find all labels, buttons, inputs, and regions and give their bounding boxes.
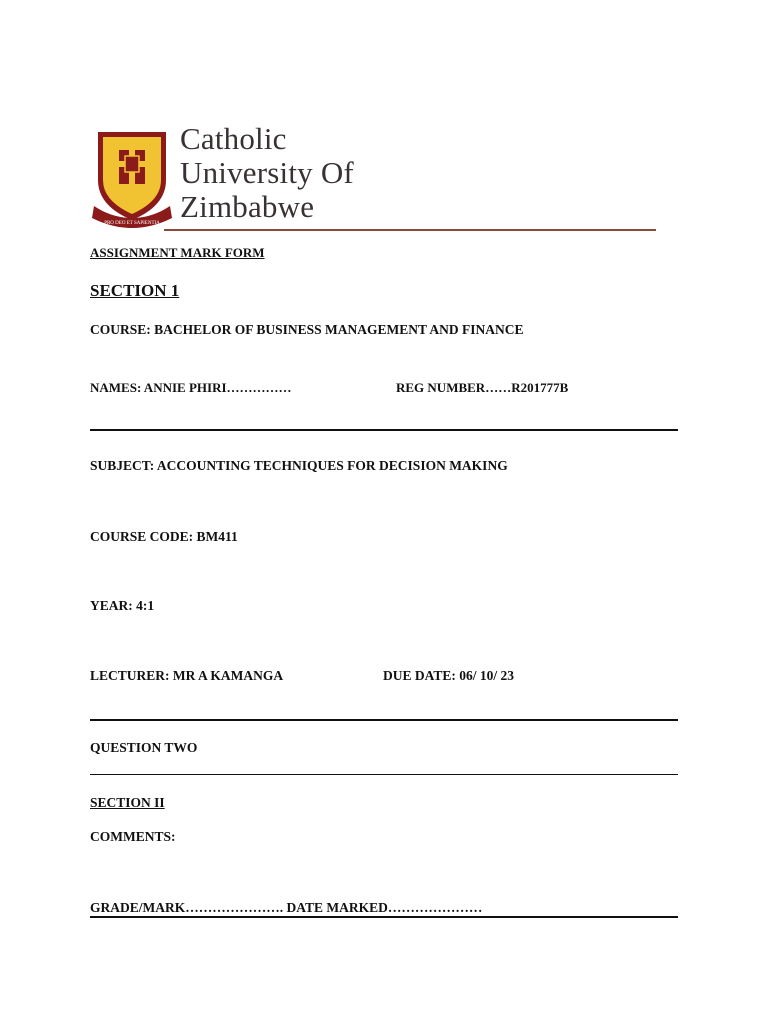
due-date-field: DUE DATE: 06/ 10/ 23 [383, 668, 515, 683]
question-field: QUESTION TWO [90, 740, 198, 755]
subject-field: SUBJECT: ACCOUNTING TECHNIQUES FOR DECISION MAKING [90, 458, 508, 473]
names-field: NAMES: ANNIE PHIRI…………… [90, 380, 292, 395]
year-field: YEAR: 4:1 [90, 598, 155, 613]
comments-label: COMMENTS: [90, 829, 176, 844]
course-field: COURSE: BACHELOR OF BUSINESS MANAGEMENT AND FINANCE [90, 322, 524, 337]
divider-3 [90, 774, 678, 775]
reg-number-field: REG NUMBER……R201777B [396, 380, 569, 395]
divider-1 [90, 429, 678, 431]
grade-mark-line: GRADE/MARK…………………. DATE MARKED………………… [90, 900, 483, 915]
university-name-logo [180, 122, 354, 224]
lecturer-field: LECTURER: MR A KAMANGA [90, 668, 284, 683]
logo-line-zimbabwe: Zimbabwe [180, 189, 315, 224]
form-title: ASSIGNMENT MARK FORM [90, 245, 265, 260]
crest-motto: PRO DEO ET SAPIENTIA [104, 221, 160, 226]
divider-2 [90, 719, 678, 721]
section-2-heading: SECTION II [90, 795, 165, 810]
logo-divider [164, 229, 656, 231]
section-1-heading: SECTION 1 [90, 281, 180, 300]
logo-line-catholic: Catholic [180, 121, 287, 156]
logo-line-university: University Of [180, 155, 354, 190]
course-code-field: COURSE CODE: BM411 [90, 529, 238, 544]
university-crest-icon [92, 128, 172, 228]
divider-4 [90, 916, 678, 918]
